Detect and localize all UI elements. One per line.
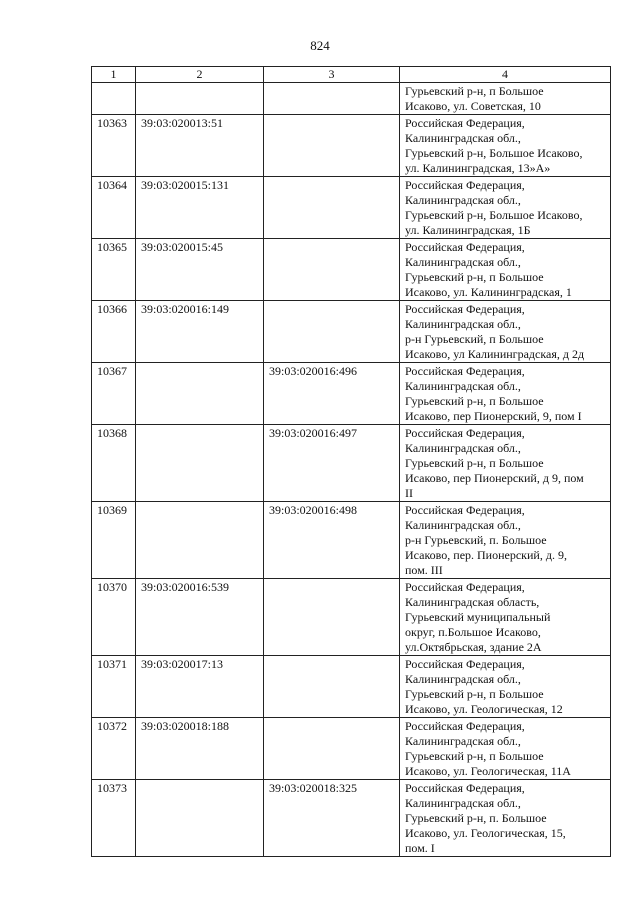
table-row	[92, 239, 611, 301]
cadastral-number: 39:03:020015:45	[136, 239, 264, 301]
table-row	[92, 579, 611, 656]
table-row	[92, 177, 611, 239]
table-row	[92, 780, 611, 857]
cadastral-number: 39:03:020016:149	[136, 301, 264, 363]
cadastral-number	[136, 363, 264, 425]
row-number: 10366	[92, 301, 136, 363]
cadastral-number	[136, 83, 264, 115]
object-cadastral-number: 39:03:020016:497	[264, 425, 400, 502]
table-row	[92, 502, 611, 579]
table-header-row	[92, 67, 611, 83]
address: Российская Федерация, Калининградская обл., Гурьевский р-н, п Большое Исаково, ул. Геологическая, 12	[400, 656, 611, 718]
row-number: 10363	[92, 115, 136, 177]
object-cadastral-number: 39:03:020018:325	[264, 780, 400, 857]
address: Российская Федерация, Калининградская обл., р-н Гурьевский, п. Большое Исаково, пер. Пионерский, д. 9, пом. III	[400, 502, 611, 579]
address: Российская Федерация, Калининградская обл., Гурьевский р-н, п Большое Исаково, пер Пионерский, 9, пом I	[400, 363, 611, 425]
address: Российская Федерация, Калининградская обл., Гурьевский р-н, п Большое Исаково, ул. Калининградская, 1	[400, 239, 611, 301]
row-number: 10365	[92, 239, 136, 301]
row-number: 10370	[92, 579, 136, 656]
column-header-1: 1	[92, 67, 136, 83]
object-cadastral-number	[264, 115, 400, 177]
registry-table	[91, 66, 611, 857]
row-number: 10364	[92, 177, 136, 239]
address: Российская Федерация, Калининградская обл., Гурьевский р-н, п Большое Исаково, пер Пионерский, д 9, пом II	[400, 425, 611, 502]
address: Российская Федерация, Калининградская обл., Гурьевский р-н, Большое Исаково, ул. Калининградская, 13»А»	[400, 115, 611, 177]
page-number: 824	[310, 38, 330, 53]
table-row	[92, 656, 611, 718]
column-header-4: 4	[400, 67, 611, 83]
cadastral-number: 39:03:020013:51	[136, 115, 264, 177]
table-row	[92, 83, 611, 115]
object-cadastral-number	[264, 656, 400, 718]
address: Российская Федерация, Калининградская обл., Гурьевский р-н, п. Большое Исаково, ул. Геологическая, 15, пом. I	[400, 780, 611, 857]
row-number: 10371	[92, 656, 136, 718]
cadastral-number: 39:03:020016:539	[136, 579, 264, 656]
address: Российская Федерация, Калининградская обл., Гурьевский р-н, Большое Исаково, ул. Калининградская, 1Б	[400, 177, 611, 239]
cadastral-number: 39:03:020015:131	[136, 177, 264, 239]
cadastral-number: 39:03:020017:13	[136, 656, 264, 718]
object-cadastral-number: 39:03:020016:496	[264, 363, 400, 425]
table-row	[92, 718, 611, 780]
column-header-2: 2	[136, 67, 264, 83]
row-number: 10369	[92, 502, 136, 579]
cadastral-number: 39:03:020018:188	[136, 718, 264, 780]
table-row	[92, 363, 611, 425]
cadastral-number	[136, 425, 264, 502]
object-cadastral-number	[264, 83, 400, 115]
row-number	[92, 83, 136, 115]
row-number: 10367	[92, 363, 136, 425]
row-number: 10368	[92, 425, 136, 502]
address: Гурьевский р-н, п Большое Исаково, ул. Советская, 10	[400, 83, 611, 115]
object-cadastral-number	[264, 177, 400, 239]
object-cadastral-number	[264, 579, 400, 656]
table-row	[92, 301, 611, 363]
table-row	[92, 115, 611, 177]
row-number: 10373	[92, 780, 136, 857]
address: Российская Федерация, Калининградская обл., р-н Гурьевский, п Большое Исаково, ул Калининградская, д 2д	[400, 301, 611, 363]
column-header-3: 3	[264, 67, 400, 83]
cadastral-number	[136, 780, 264, 857]
object-cadastral-number: 39:03:020016:498	[264, 502, 400, 579]
cadastral-number	[136, 502, 264, 579]
table-row	[92, 425, 611, 502]
address: Российская Федерация, Калининградская обл., Гурьевский р-н, п Большое Исаково, ул. Геологическая, 11А	[400, 718, 611, 780]
object-cadastral-number	[264, 301, 400, 363]
row-number: 10372	[92, 718, 136, 780]
address: Российская Федерация, Калининградская область, Гурьевский муниципальный округ, п.Большое Исаково, ул.Октябрьская, здание 2А	[400, 579, 611, 656]
object-cadastral-number	[264, 239, 400, 301]
object-cadastral-number	[264, 718, 400, 780]
